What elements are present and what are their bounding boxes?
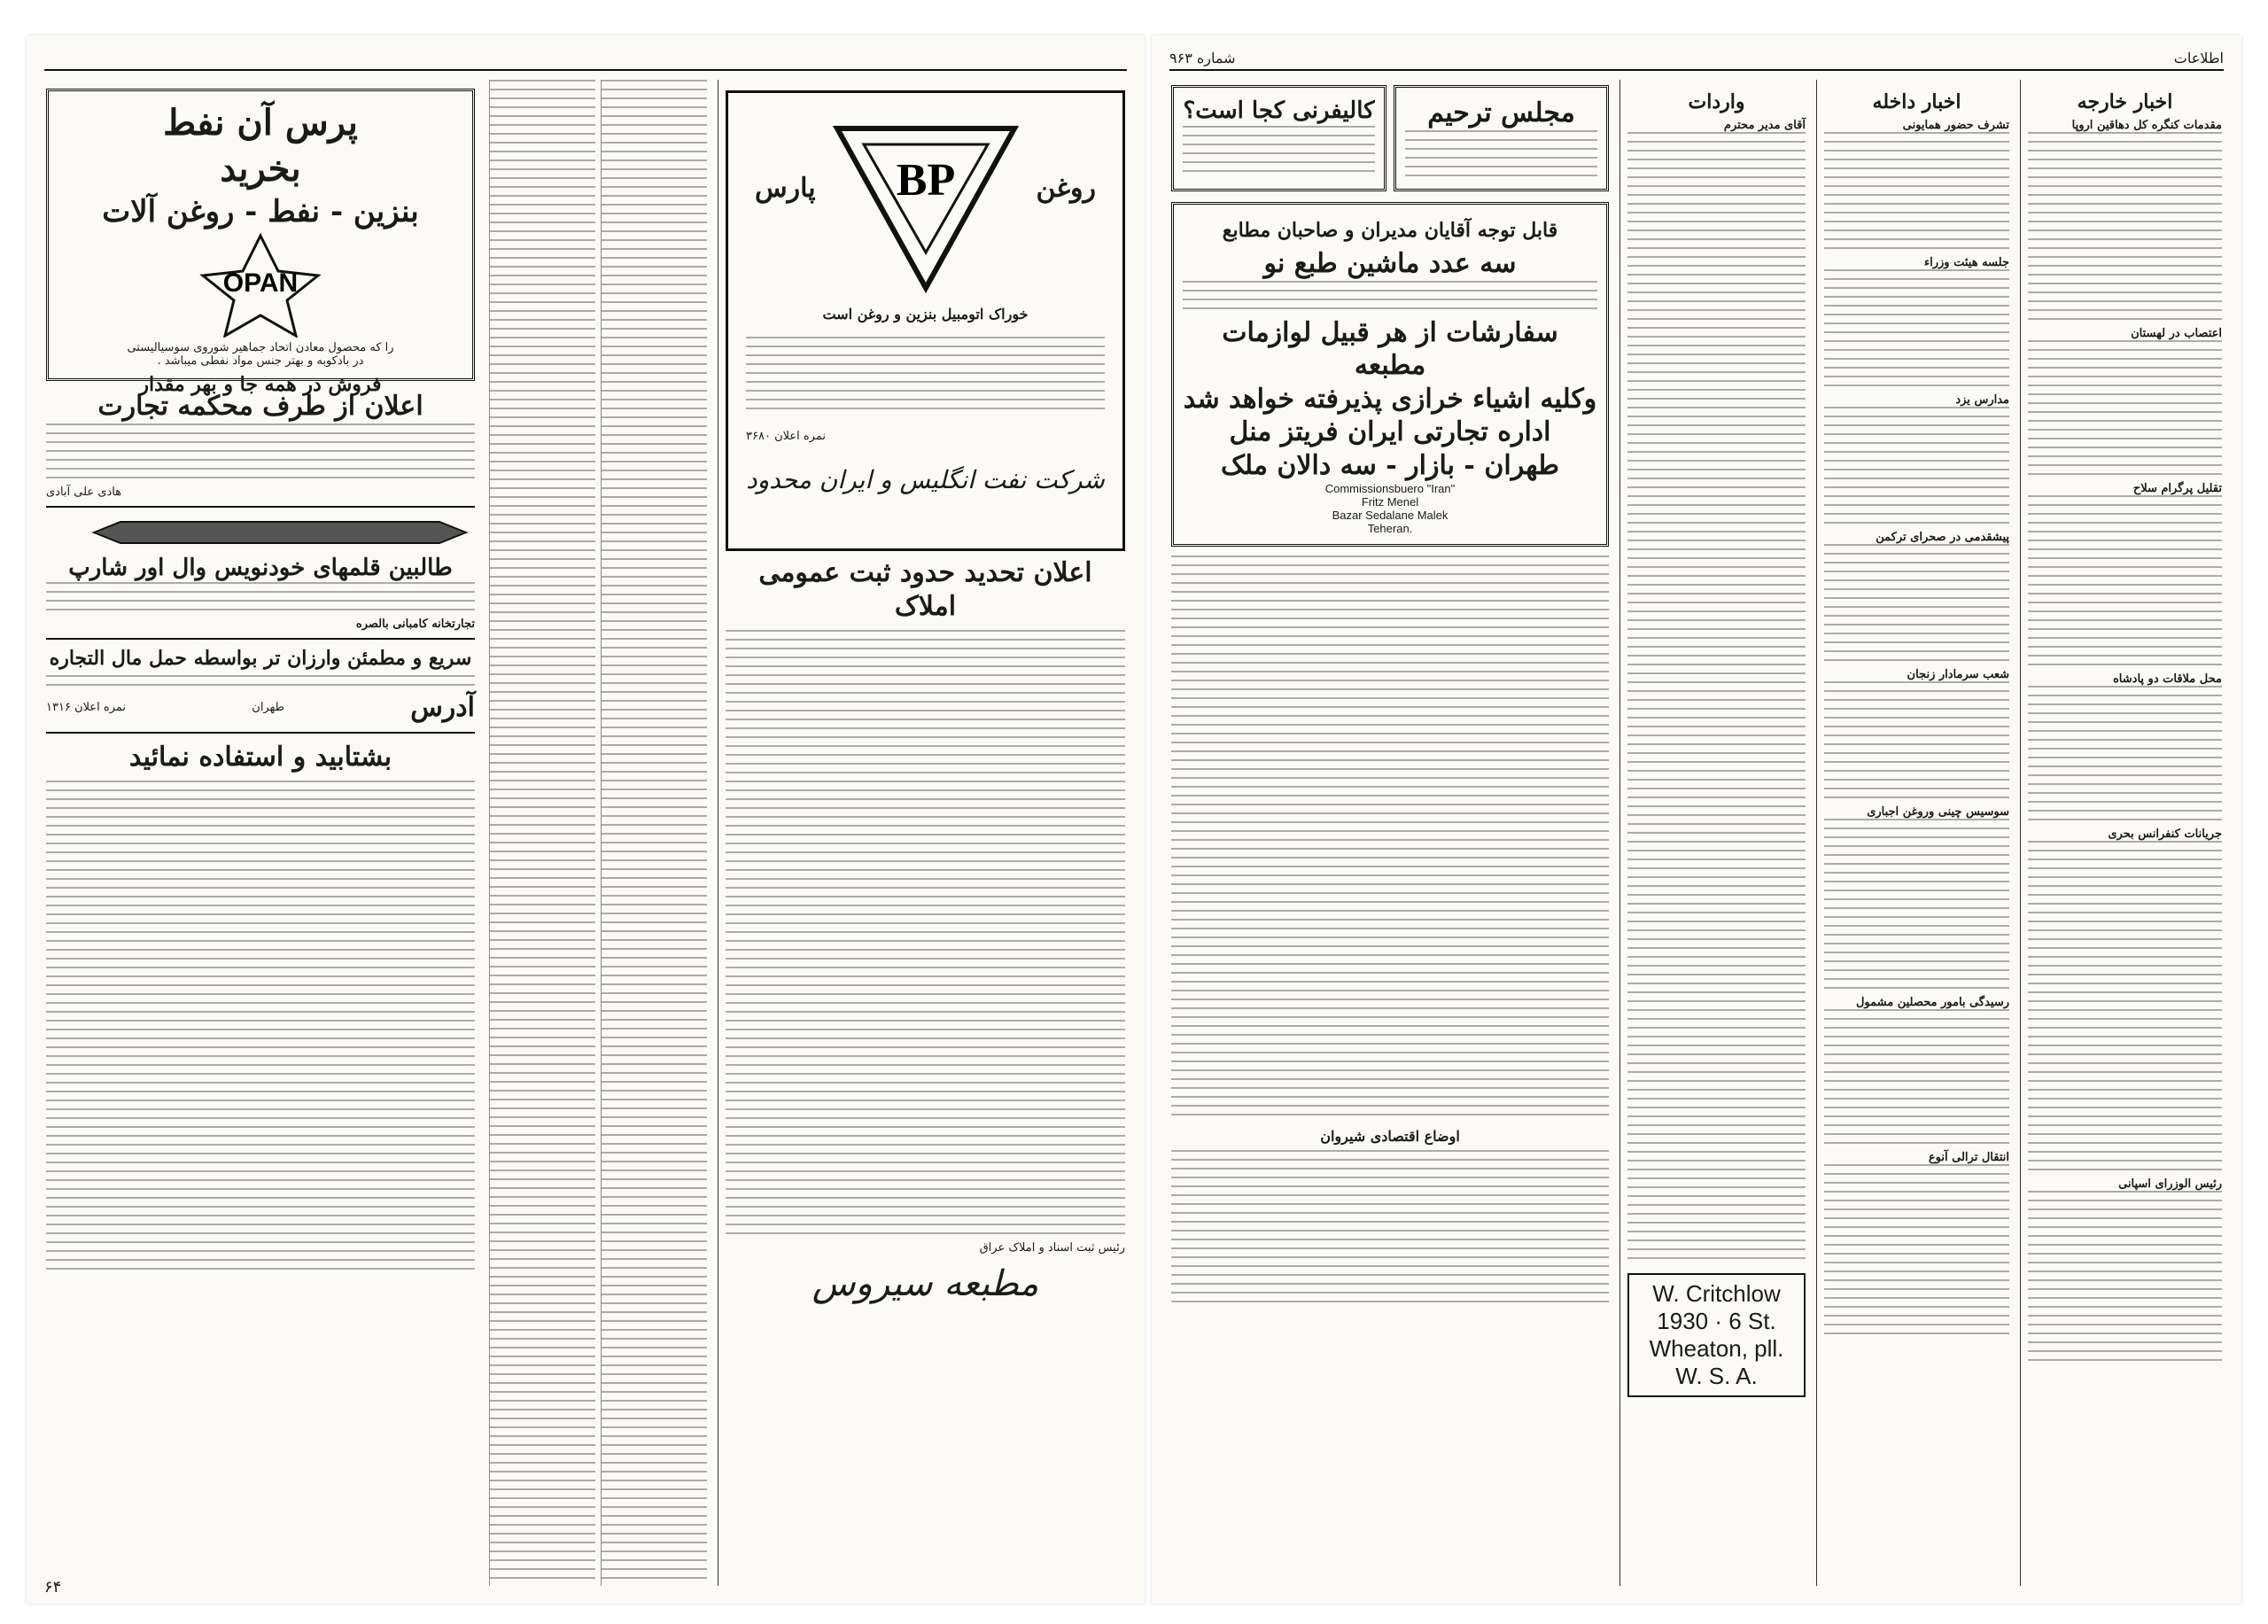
transport-ad-body: [46, 675, 475, 691]
economic-title: اوضاع اقتصادی شیروان: [1320, 1128, 1460, 1145]
bp-notice-no: نمره اعلان ۳۶۸۰: [746, 430, 826, 443]
domestic-news-sub4: پیشقدمی در صحرای ترکمن: [1876, 531, 2009, 544]
critchlow-box: [1627, 1273, 1806, 1397]
notice-line6: طهران - بازار - سه دالان ملک: [1221, 449, 1559, 481]
vertical-text-column-2: [601, 80, 707, 1586]
transport-ad-title: سریع و مطمئن وارزان تر بواسطه حمل مال التجاره: [49, 647, 472, 670]
transport-ad-notice-no: نمره اعلان ۱۳۱۶: [46, 701, 127, 715]
registry-notice-title: اعلان تحدید حدود ثبت عمومی املاک: [758, 557, 1092, 622]
domestic-news-sub7: رسیدگی بامور محصلین مشمول: [1855, 996, 2009, 1009]
notice-latin3: Bazar Sedalane Malek: [1332, 509, 1449, 522]
opan-ad-title: پرس آن نفط: [163, 102, 358, 144]
transport-ad-address-label: آدرس: [410, 692, 475, 723]
registry-notice-body: [726, 630, 1125, 1241]
foreign-news-title: اخبار خارجه: [2077, 90, 2173, 113]
foreign-news-sub1: مقدمات کنگره کل دهاقین اروپا: [2071, 119, 2222, 132]
notice-line2: سه عدد ماشین طبع نو: [1263, 248, 1517, 279]
california-box: [1171, 85, 1386, 191]
foreign-news-sub2: اعتصاب در لهستان: [2131, 327, 2222, 340]
domestic-news-sub3: مدارس یزد: [1955, 393, 2009, 407]
transport-ad-city: طهران: [252, 701, 284, 715]
fountain-pen-icon: [85, 515, 475, 550]
imports-column: [1619, 80, 1813, 1586]
notices-body-text: [1171, 556, 1609, 1123]
bp-oil-ad: [726, 90, 1125, 551]
pens-ad-title: طالبین قلمهای خودنویس وال اور شارپ: [68, 554, 453, 581]
critchlow-line1: W. Critchlow 1930 · 6 St.: [1652, 1280, 1781, 1334]
printer-signature: مطبعه سیروس: [812, 1263, 1039, 1304]
domestic-news-title: اخبار داخله: [1872, 90, 1961, 113]
left-page-number: ۶۴: [44, 1578, 62, 1597]
notice-latin1: Commissionsbuero "Iran": [1324, 482, 1456, 495]
notice-line5: اداره تجارتی ایران فریتز منل: [1229, 416, 1551, 447]
bp-logo-text: BP: [896, 155, 955, 206]
notice-line4: وکلیه اشیاء خرازی پذیرفته خواهد شد: [1183, 383, 1597, 415]
registry-notice-signer: رئیس ثبت اسناد و املاک عراق: [979, 1241, 1125, 1255]
notice-line3: سفارشات از هر قبیل لوازمات مطبعه: [1222, 316, 1558, 381]
critchlow-line2: Wheaton, pll. W. S. A.: [1649, 1335, 1784, 1389]
obituary-box: [1394, 85, 1609, 191]
domestic-news-sub5: شعب سرمادار زنجان: [1907, 668, 2009, 681]
bp-left-word: روغن: [1036, 173, 1096, 204]
bp-tagline: خوراک اتومبیل بنزین و روغن است: [822, 306, 1029, 322]
court-notice-body: [46, 423, 475, 486]
bp-company: شرکت نفت انگلیس و ایران محدود: [746, 465, 1105, 494]
domestic-news-sub1: تشرف حضور همایونی: [1902, 119, 2009, 132]
foreign-news-sub3: تقلیل پرگرام سلاح: [2132, 482, 2222, 495]
opan-ad-sale: فروش در همه جا و بهر مقدار: [139, 373, 382, 397]
right-header-paper: اطلاعات: [2173, 49, 2224, 66]
right-header-issue: شماره ۹۶۳: [1169, 49, 1236, 66]
opan-logo-text: OPAN: [222, 268, 299, 299]
domestic-news-sub2: جلسه هیئت وزراء: [1924, 256, 2009, 269]
bp-body-text: [746, 337, 1105, 416]
notice-line1: قابل توجه آقایان مدیران و صاحبان مطابع: [1222, 219, 1558, 242]
printing-machines-notice: [1171, 202, 1609, 547]
california-title: کالیفرنی کجا است؟: [1183, 97, 1375, 124]
notices-column: [1164, 80, 1616, 1586]
opan-ad-note: در بادکوبه و بهتر جنس مواد نفطی میباشد .: [157, 354, 364, 369]
domestic-news-sub8: انتقال ترالی آنوع: [1928, 1151, 2009, 1164]
court-notice-signer: هادی علی آبادی: [46, 485, 122, 499]
right-page-header: [1169, 46, 2224, 71]
opan-oil-ad: [46, 89, 475, 397]
foreign-news-sub5: جریانات کنفرانس بحری: [2108, 828, 2222, 841]
court-notice-title: اعلان از طرف محکمه تجارت: [97, 391, 423, 422]
left-page-header: [44, 46, 1127, 71]
imports-salutation: آقای مدیر محترم: [1723, 119, 1806, 132]
bp-right-word: پارس: [755, 173, 816, 204]
foreign-news-column: [2020, 80, 2229, 1586]
obituary-title: مجلس ترحیم: [1427, 97, 1575, 128]
vertical-text-column-1: [489, 80, 595, 1586]
pens-ad-body: [46, 582, 475, 618]
opan-ad-source: را که محصول معادن اتحاد جماهیر شوروی سوسیالیستی: [127, 341, 394, 355]
left-column-text: [46, 781, 475, 1277]
domestic-news-column: [1816, 80, 2016, 1586]
bp-triangle-logo-icon: [828, 120, 1023, 297]
opan-ad-products: بنزین - نفط - روغن آلات: [102, 194, 419, 229]
right-page: [1152, 35, 2241, 1604]
opan-star-logo-icon: [172, 231, 349, 338]
foreign-news-sub6: رئیس الوزرای اسپانی: [2118, 1177, 2222, 1191]
notice-latin4: Teheran.: [1367, 522, 1413, 535]
foreign-news-sub4: محل ملاقات دو پادشاه: [2112, 672, 2222, 686]
left-column-ads: [39, 80, 482, 1586]
notice-latin2: Fritz Menel: [1361, 495, 1419, 509]
hurry-ad-title: بشتابید و استفاده نمائید: [128, 741, 392, 773]
pens-ad-seller: تجارتخانه کامبانی بالصره: [355, 618, 475, 631]
opan-ad-buy: بخرید: [220, 148, 301, 190]
imports-title: واردات: [1688, 90, 1745, 113]
left-page: [27, 35, 1145, 1604]
domestic-news-sub6: سوسیس چینی وروغن اجباری: [1867, 805, 2009, 819]
bp-column: [718, 80, 1132, 1586]
